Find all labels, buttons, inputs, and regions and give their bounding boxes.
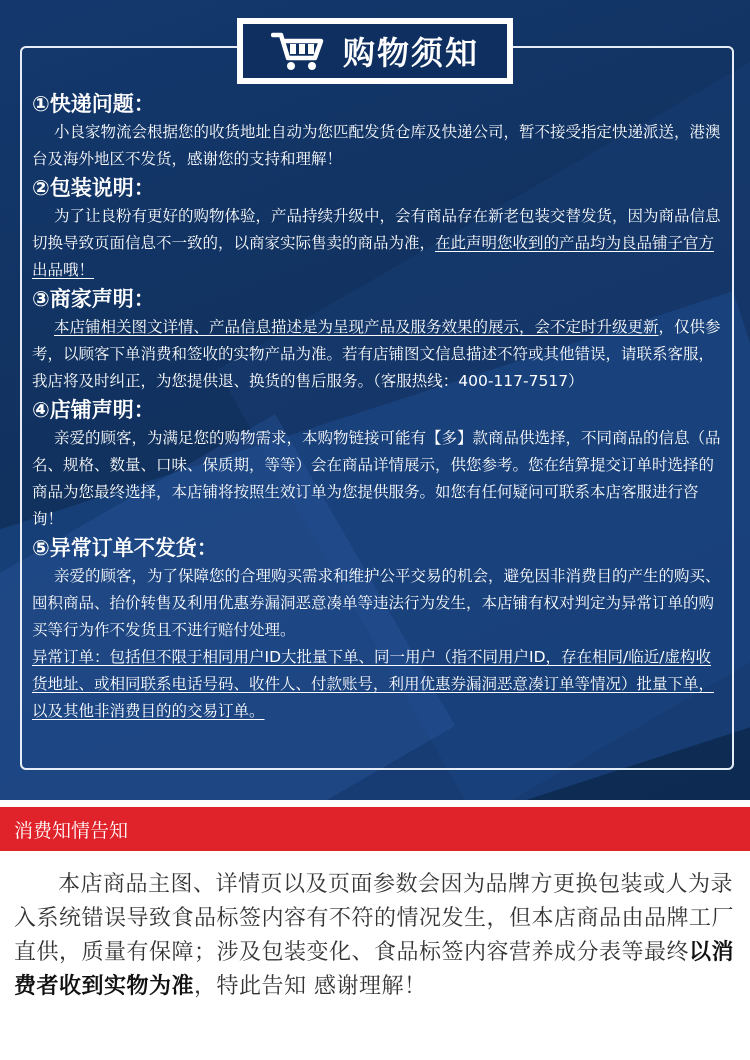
page-title: 购物须知 [342,34,479,72]
paragraph-text: 亲爱的顾客，为满足您的购物需求，本购物链接可能有【多】款商品供选择，不同商品的信息（品名、规格、数量、口味、保质期，等等）会在商品详情展示，供您参考。您在结算提交订单时选择的商品为您最终选择，本店铺将按照生效订单为您提供服务。如您有任何疑问可联系本店客服进行咨询！ [32,429,721,528]
title-banner [237,18,513,84]
underlined-statement: 本店铺相关图文详情、产品信息描述是为呈现产品及服务效果的展示，会不定时升级更新 [54,318,659,336]
consumer-notice-closing: ，特此告知 感谢理解！ [194,974,427,999]
underlined-statement: 在此声明您收到的产品均为良品铺子官方出品哦！ [32,234,715,279]
section-paragraph [32,203,722,284]
paragraph-text: 为了让良粉有更好的购物体验，产品持续升级中，会有商品存在新老包装交替发货，因为商品信息切换导致页面信息不一致的，以商家实际售卖的商品为准， [32,207,721,252]
section-title: ①快递问题： [32,92,155,116]
section-paragraph [32,425,722,533]
consumer-notice-text: 本店商品主图、详情页以及页面参数会因为品牌方更换包装或人为录入系统错误导致食品标签内容有不符的情况发生，但本店商品由品牌工厂直供，质量有保障；涉及包装变化、食品标签内容营养成分表等最终 [14,872,735,965]
paragraph-text: 亲爱的顾客，为了保障您的合理购买需求和维护公平交易的机会，避免因非消费目的产生的购买、囤积商品、抬价转售及利用优惠券漏洞恶意凑单等违法行为发生，本店铺有权对判定为异常订单的购买等行为作不发货且不进行赔付处理。 [32,567,721,639]
shopping-cart-icon [271,30,325,72]
section-title: ③商家声明： [32,287,155,311]
paragraph-text: 小良家物流会根据您的收货地址自动为您匹配发货仓库及快递公司，暂不接受指定快递派送，港澳台及海外地区不发货，感谢您的支持和理解！ [32,123,721,168]
section-title: ④店铺声明： [32,398,155,422]
underlined-statement: 异常订单：包括但不限于相同用户ID大批量下单、同一用户（指不同用户ID，存在相同/临近/虚构收货地址、或相同联系电话号码、收件人、付款账号，利用优惠券漏洞恶意凑订单等情况）批量下单，以及其他非消费目的的交易订单。 [32,648,715,720]
consumer-notice-body [14,868,736,1004]
consumer-notice-highlight: 以消费者收到实物为准 [14,940,735,999]
section-paragraph [32,563,722,644]
consumer-notice-title: 消费知情告知 [14,820,129,842]
section-paragraph [32,644,722,725]
section-title: ②包装说明： [32,176,155,200]
paragraph-text: ，仅供参考，以顾客下单消费和签收的实物产品为准。若有店铺图文信息描述不符或其他错误，请联系客服，我店将及时纠正，为您提供退、换货的售后服务。（客服热线：400-117-7517） [32,318,721,390]
section-paragraph [32,119,722,173]
consumer-notice-header [0,807,750,851]
section-title: ⑤异常订单不发货： [32,536,218,560]
section-paragraph [32,314,722,395]
notice-sections [32,89,722,725]
